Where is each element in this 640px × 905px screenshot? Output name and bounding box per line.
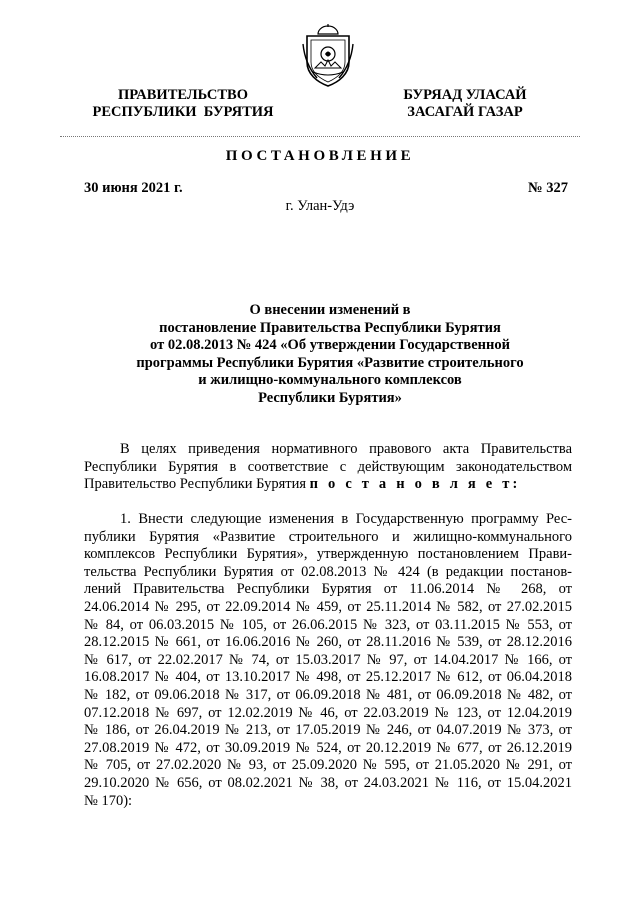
clause-line-9: № 617, от 22.02.2017 № 74, от 15.03.2017 № 97, от 14.04.2017 № 166, от — [84, 651, 572, 668]
government-name-buryat — [380, 87, 550, 121]
preamble-line-1: В целях приведения нормативного правового акта Правительства — [120, 441, 572, 457]
clause-line-11: № 182, от 09.06.2018 № 317, от 06.09.2018 № 481, от 06.09.2018 № 482, от — [84, 686, 572, 703]
document-number: № 327 — [528, 180, 568, 196]
title-line-1: О внесении изменений в — [249, 302, 411, 318]
clause-line-17: № 170): — [84, 792, 133, 809]
document-city: г. Улан-Удэ — [285, 198, 355, 214]
clause-line-2: публики Бурятия «Развитие строительного и жилищно-коммунального — [84, 528, 572, 545]
document-type: ПОСТАНОВЛЕНИЕ — [225, 148, 415, 164]
clause-line-12: 07.12.2018 № 697, от 12.02.2019 № 46, от 22.03.2019 № 123, от 12.04.2019 — [84, 704, 572, 721]
header-left-line-2: РЕСПУБЛИКИ БУРЯТИЯ — [92, 104, 274, 120]
title-line-2: постановление Правительства Республики Бурятия — [159, 319, 501, 336]
clause-line-8: 28.12.2015 № 661, от 16.06.2016 № 260, от 28.11.2016 № 539, от 28.12.2016 — [84, 634, 572, 651]
clause-line-15: № 705, от 27.02.2020 № 93, от 25.09.2020 № 595, от 21.05.2020 № 291, от — [84, 757, 572, 774]
clause-line-6: 24.06.2014 № 295, от 22.09.2014 № 459, от 25.11.2014 № 582, от 27.02.2015 — [84, 598, 572, 615]
header-left-line-1: ПРАВИТЕЛЬСТВО — [118, 87, 248, 103]
clause-line-10: 16.08.2017 № 404, от 13.10.2017 № 498, от 25.12.2017 № 612, от 06.04.2018 — [84, 669, 572, 686]
clause-line-16: 29.10.2020 № 656, от 08.02.2021 № 38, от 24.03.2021 № 116, от 15.04.2021 — [84, 774, 572, 791]
document-title — [80, 302, 580, 408]
title-line-4: программы Республики Бурятия «Развитие строительного — [136, 354, 524, 371]
coat-of-arms-icon — [301, 24, 355, 88]
title-line-3: от 02.08.2013 № 424 «Об утверждении Государственной — [150, 337, 510, 354]
document-date: 30 июня 2021 г. — [84, 180, 183, 196]
government-name-russian — [88, 87, 278, 121]
clause-line-14: 27.08.2019 № 472, от 30.09.2019 № 524, от 20.12.2019 № 677, от 26.12.2019 — [84, 739, 572, 756]
resolves-word: п о с т а н о в л я е т: — [309, 476, 521, 493]
preamble-line-3 — [84, 476, 572, 494]
preamble-line-3-text: Правительство Республики Бурятия — [84, 476, 310, 493]
preamble-line-2: Республики Бурятия в соответствие с действующим законодательством — [84, 458, 572, 475]
header-right-line-1: БУРЯАД УЛАСАЙ — [403, 87, 527, 103]
title-line-5: и жилищно-коммунального комплексов — [198, 372, 462, 389]
clause-1-paragraph — [84, 511, 572, 810]
title-line-6: Республики Бурятия» — [258, 389, 402, 406]
clause-line-5: лений Правительства Республики Бурятия от 11.06.2014 № 268, от — [84, 581, 572, 598]
header-divider — [60, 136, 580, 137]
clause-line-1: 1. Внести следующие изменения в Государственную программу Рес- — [120, 511, 572, 527]
header-right-line-2: ЗАСАГАЙ ГАЗАР — [407, 104, 523, 120]
clause-line-7: № 84, от 06.03.2015 № 105, от 26.06.2015 № 323, от 03.11.2015 № 553, от — [84, 616, 572, 633]
clause-line-13: № 186, от 26.04.2019 № 213, от 17.05.2019 № 246, от 04.07.2019 № 373, от — [84, 722, 572, 739]
clause-line-4: тельства Республики Бурятия от 02.08.2013 № 424 (в редакции постанов- — [84, 563, 572, 580]
preamble-paragraph — [84, 441, 572, 494]
clause-line-3: комплексов Республики Бурятия», утвержденную постановлением Прави- — [84, 546, 572, 563]
